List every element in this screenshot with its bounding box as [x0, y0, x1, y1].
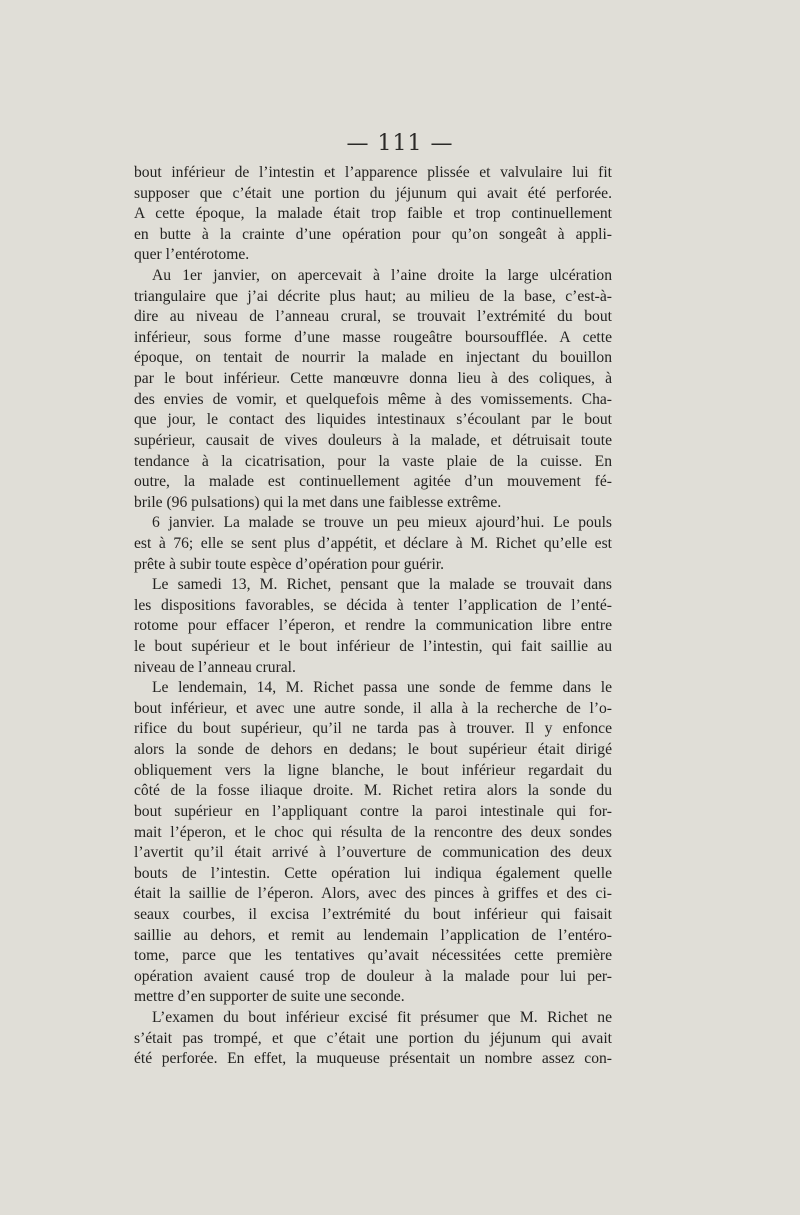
text-line: était la saillie de l’éperon. Alors, avec des pinces à griffes et des ci- [134, 885, 612, 903]
text-line: 6 janvier. La malade se trouve un peu mieux ajourd’hui. Le pouls [152, 514, 612, 532]
text-line: alors la sonde de dehors en dedans; le bout supérieur était dirigé [134, 741, 612, 759]
page-body-text [134, 163, 612, 1070]
text-line: inférieur, sous forme d’une masse rougeâtre boursoufflée. A cette [134, 328, 612, 346]
text-line: que jour, le contact des liquides intestinaux s’écoulant par le bout [134, 411, 612, 429]
text-line: en butte à la crainte d’une opération pour qu’on songeât à appli- [134, 225, 612, 243]
text-line: les dispositions favorables, se décida à tenter l’application de l’enté- [134, 596, 612, 614]
text-line: bouts de l’intestin. Cette opération lui indiqua également quelle [134, 864, 612, 882]
text-line: dire au niveau de l’anneau crural, se trouvait l’extrémité du bout [134, 308, 612, 326]
text-line: seaux courbes, il excisa l’extrémité du bout inférieur qui faisait [134, 905, 612, 923]
text-line: opération avaient causé trop de douleur à la malade pour lui per- [134, 967, 612, 985]
text-line: outre, la malade est continuellement agitée d’un mouvement fé- [134, 473, 612, 491]
text-line: des envies de vomir, et quelquefois même à des vomissements. Cha- [134, 390, 612, 408]
text-line: A cette époque, la malade était trop faible et trop continuellement [134, 205, 612, 223]
text-line: triangulaire que j’ai décrite plus haut; au milieu de la base, c’est-à- [134, 287, 612, 305]
text-line: bout inférieur, et avec une autre sonde, il alla à la recherche de l’o- [134, 699, 612, 717]
text-line: niveau de l’anneau crural. [134, 658, 296, 676]
text-line: rotome pour effacer l’éperon, et rendre la communication libre entre [134, 617, 612, 635]
text-line: tendance à la cicatrisation, pour la vaste plaie de la cuisse. En [134, 452, 612, 470]
text-line: époque, on tentait de nourrir la malade en injectant du bouillon [134, 349, 612, 367]
text-line: obliquement vers la ligne blanche, le bout inférieur regardait du [134, 761, 612, 779]
text-line: L’examen du bout inférieur excisé fit présumer que M. Richet ne [152, 1008, 612, 1026]
text-line: par le bout inférieur. Cette manœuvre donna lieu à des coliques, à [134, 370, 612, 388]
text-line: Au 1er janvier, on apercevait à l’aine droite la large ulcération [152, 267, 612, 285]
text-line: tome, parce que les tentatives qu’avait nécessitées cette première [134, 947, 612, 965]
text-line: l’avertit qu’il était arrivé à l’ouverture de communication des deux [134, 844, 612, 862]
text-line: côté de la fosse iliaque droite. M. Richet retira alors la sonde du [134, 782, 612, 800]
text-line: prête à subir toute espèce d’opération pour guérir. [134, 555, 445, 573]
text-line: saillie au dehors, et remit au lendemain l’application de l’entéro- [134, 926, 612, 944]
text-line: supérieur, causait de vives douleurs à la malade, et détruisait toute [134, 431, 612, 449]
text-line: Le samedi 13, M. Richet, pensant que la malade se trouvait dans [152, 576, 612, 594]
text-line: supposer que c’était une portion du jéjunum qui avait été perforée. [134, 184, 612, 202]
text-line: est à 76; elle se sent plus d’appétit, et déclare à M. Richet qu’elle est [134, 534, 612, 552]
text-line: le bout supérieur et le bout inférieur de l’intestin, qui fait saillie au [134, 638, 612, 656]
text-line: été perforée. En effet, la muqueuse présentait un nombre assez con- [134, 1050, 612, 1068]
text-line: bout supérieur en l’appliquant contre la paroi intestinale qui for- [134, 802, 612, 820]
text-line: quer l’entérotome. [134, 246, 250, 264]
text-line: mait l’éperon, et le choc qui résulta de la rencontre des deux sondes [134, 823, 612, 841]
page-number: — 111 — [346, 131, 454, 156]
text-line: rifice du bout supérieur, qu’il ne tarda pas à trouver. Il y enfonce [134, 720, 612, 738]
text-line: brile (96 pulsations) qui la met dans une faiblesse extrême. [134, 493, 502, 511]
text-line: mettre d’en supporter de suite une seconde. [134, 988, 405, 1006]
text-line: bout inférieur de l’intestin et l’apparence plissée et valvulaire lui fit [134, 164, 612, 181]
text-line: Le lendemain, 14, M. Richet passa une sonde de femme dans le [152, 679, 612, 697]
text-line: s’était pas trompé, et que c’était une portion du jéjunum qui avait [134, 1029, 612, 1047]
